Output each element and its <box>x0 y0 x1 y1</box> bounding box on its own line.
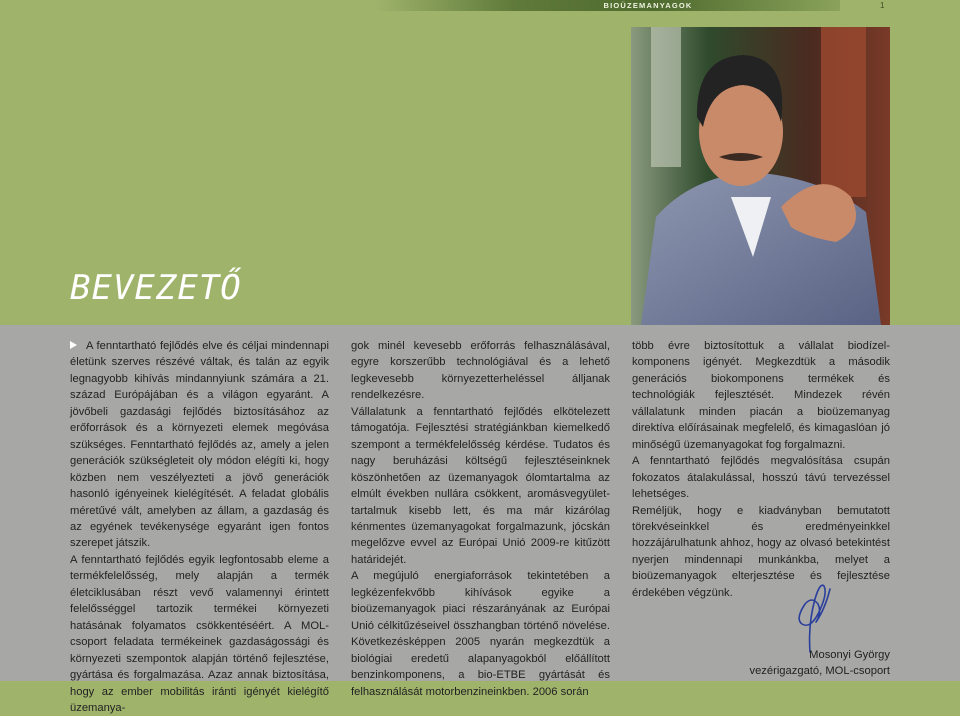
text-column-2 <box>351 338 610 700</box>
paragraph: A fenntartható fejlődés egyik legfontosabb eleme a termékfelelősség, mely alapján a termék életciklusában részt vevő valamennyi érintett felelősséggel tartozik termékei környezeti hatásának folyamatos csökkentéséért. A MOL-csoport feladata termékeinek gazdaságossági és környezeti szempontok alapján történő fejlesztése, gyártása és forgalmazása. Azaz annak biztosítása, hogy az ember mobilitás iránti igényét kielégítő üzemanya- <box>70 553 329 714</box>
signatory-name: Mosonyi György <box>809 649 890 661</box>
page-number: 1 <box>880 1 885 10</box>
paragraph: több évre biztosítottuk a vállalat biodízel-komponens igényét. Megkezdtük a második generációs biokomponens termékek és technológiák fejlesztését. Mindezek révén vállalatunk minden piacán a bioüzemanyag direktíva előírásainak megfelelő, és kimagaslóan jó minőségű üzemanyagokat fog forgalmazni. <box>632 340 890 451</box>
paragraph: A fenntartható fejlődés elve és céljai mindennapi életünk szerves részévé váltak, és talán az egyik legnagyobb kihívás mindannyiunk számára a 21. század Európájában és a világon egyaránt. A jövőbeli gazdasági fejlődés biztosításához az erőforrások és a környezeti elemek megóvása szükséges. Fenntartható fejlődés az, amely a jelen generációk szükségleteit oly módon elégíti ki, hogy közben nem veszélyezteti a jövő generációk hasonló igényeinek kielégítését. A feladat globális méretűvé vált, amelyben az állam, a gazdaság és az egyének tevékenysége egyaránt igen fontos szerepet játszik. <box>70 340 329 550</box>
paragraph: Reméljük, hogy e kiadványban bemutatott törekvéseinkkel és eredményeinkkel hozzájárulhatunk ahhoz, hogy az olvasó betekintést nyerjen mindennapi munkánkba, melyet a bioüzemanyagok elterjesztése és fejlesztése érdekében végzünk. <box>632 504 890 599</box>
portrait-illustration <box>631 27 890 325</box>
bullet-triangle-icon <box>70 341 77 349</box>
paragraph: gok minél kevesebb erőforrás felhasználásával, egyre korszerűbb technológiával és a lehető legkevesebb környezetterheléssel álljanak rendelkezésre. <box>351 340 610 402</box>
paragraph: A fenntartható fejlődés megvalósítása csupán fokozatos átalakulással, hosszú távú tervezéssel lehetséges. <box>632 455 890 501</box>
paragraph: A megújuló energiaforrások tekintetében a legkézenfekvőbb kihívások egyike a bioüzemanyagok piaci részarányának az Európai Unió célkitűzéseivel összhangban történő növelése. Következésképpen 2005 nyarán megkezdtük a biológiai eredetű alapanyagokból előállított benzinkomponens, a bio-ETBE gyártását és felhasználását motorbenzineinkben. 2006 során <box>351 570 610 698</box>
text-column-1 <box>70 338 329 716</box>
page-title: BEVEZETŐ <box>70 268 242 308</box>
paragraph: Vállalatunk a fenntartható fejlődés elkötelezett támogatója. Fejlesztési stratégiánkban kiemelkedő szempont a termékfelelősség kérdése. Tudatos és nagy beruházási költségű fejlesztéseinknek köszönhetően az üzemanyagok ólomtartalma az elmúlt években nullára csökkent, aromásvegyület-tartalmuk kisebb lett, és ma már kizárólag kénmentes üzemanyagokat forgalmazunk, jócskán megelőzve evvel az Európai Unió 2009-re kitűzött határidejét. <box>351 405 610 566</box>
running-title: BIOÜZEMANYAGOK <box>603 1 693 10</box>
signatory-role: vezérigazgató, MOL-csoport <box>749 665 890 677</box>
portrait-photo <box>631 27 890 325</box>
text-column-3 <box>632 338 890 601</box>
